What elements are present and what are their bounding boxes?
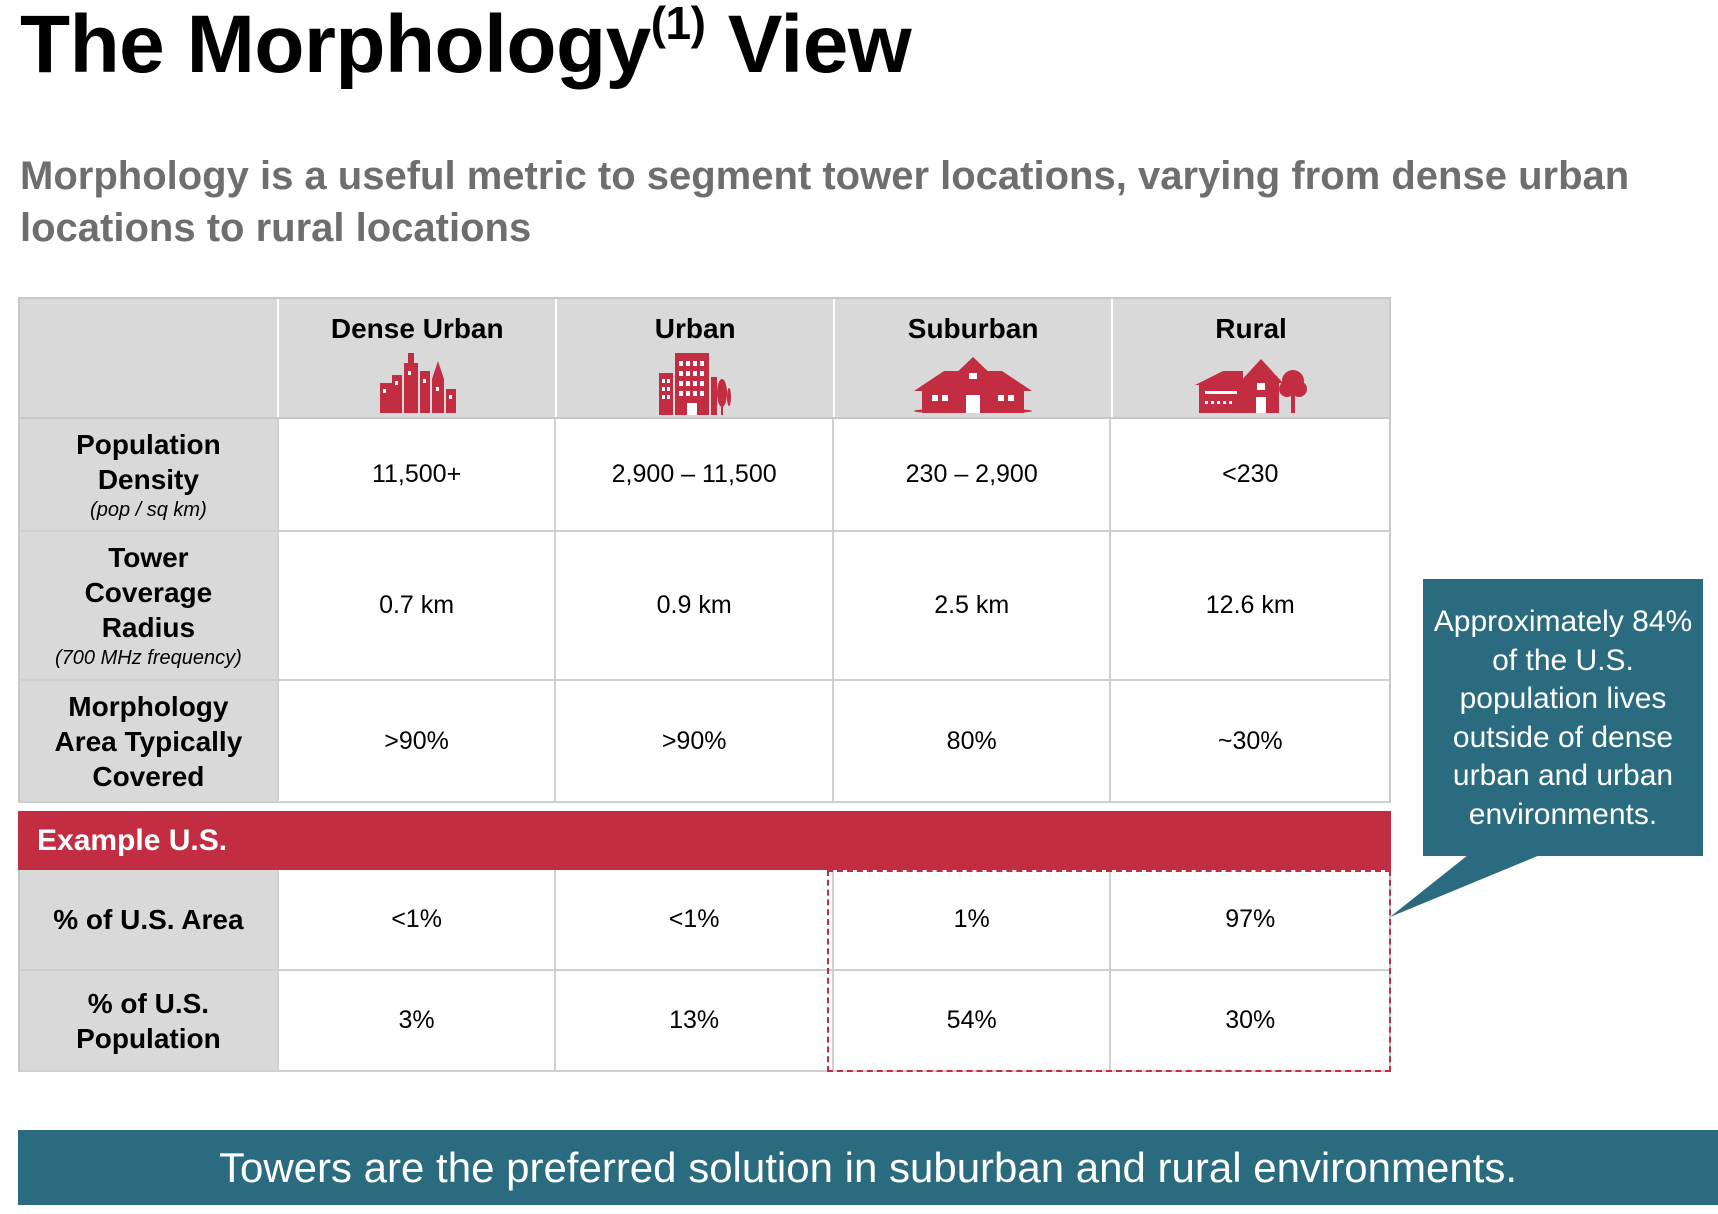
table-cell: ~30% <box>1217 726 1283 755</box>
row-label <box>20 971 279 1070</box>
table-cell: 30% <box>1225 1006 1276 1034</box>
row-label-note: (pop / sq km) <box>90 498 207 521</box>
table-cell: 11,500+ <box>279 419 557 530</box>
column-label: Suburban <box>907 313 1039 344</box>
table-header <box>18 297 1391 419</box>
table-cell: >90% <box>556 681 834 801</box>
table-row <box>18 532 1391 681</box>
table-cell: <230 <box>1222 460 1279 488</box>
table-cell: 1% <box>834 870 1112 969</box>
table-cell: 3% <box>279 971 557 1070</box>
table-row <box>18 681 1391 803</box>
callout-box: Approximately 84% of the U.S. population lives outside of dense urban and urban environments. <box>1423 579 1703 856</box>
subtitle-line-2: locations to rural locations <box>20 206 532 250</box>
callout-tail <box>1390 855 1540 920</box>
table-cell: 0.9 km <box>556 532 834 679</box>
table-cell: >90% <box>279 681 557 801</box>
suburban-house-icon <box>914 353 1032 413</box>
table-row <box>18 870 1391 971</box>
table-row <box>18 419 1391 532</box>
morphology-table <box>18 297 1391 803</box>
row-label-note: (700 MHz frequency) <box>55 647 242 669</box>
table-cell: 54% <box>834 971 1112 1070</box>
table-cell: 12.6 km <box>1205 591 1295 619</box>
footnote-marker: (1) <box>650 0 706 49</box>
column-label: Dense Urban <box>330 313 504 344</box>
subtitle-line-1: Morphology is a useful metric to segment tower locations, varying from dense urban <box>20 154 1630 198</box>
urban-building-icon <box>659 353 731 415</box>
row-label-text: % of U.S. Population <box>76 987 221 1054</box>
conclusion-banner: Towers are the preferred solution in suburban and rural environments. <box>18 1130 1718 1205</box>
page-title: The Morphology$^{(1)}$ View <box>20 4 911 86</box>
subtitle <box>20 150 1718 254</box>
dense-urban-skyline-icon <box>378 353 456 413</box>
column-urban <box>557 299 835 417</box>
column-rural <box>1113 299 1389 417</box>
column-label: Rural <box>1215 313 1287 344</box>
table-row <box>18 971 1391 1072</box>
table-cell: <1% <box>279 870 557 969</box>
row-label-text: Tower Coverage Radius <box>84 542 213 643</box>
table-cell: 2,900 – 11,500 <box>556 419 834 530</box>
row-label <box>20 532 279 679</box>
example-us-header: Example U.S. <box>18 811 1391 870</box>
row-label-text: Morphology Area Typically Covered <box>54 690 243 792</box>
table-cell: 0.7 km <box>279 532 557 679</box>
column-dense-urban <box>279 299 557 417</box>
rural-farmhouse-icon <box>1195 353 1307 413</box>
row-label-text: % of U.S. Area <box>53 904 244 935</box>
header-corner <box>20 299 279 417</box>
table-cell: 80% <box>834 681 1112 801</box>
example-table <box>18 870 1391 1072</box>
row-label <box>20 870 279 969</box>
row-label-text: Population Density <box>76 428 221 495</box>
column-label: Urban <box>654 313 736 344</box>
column-suburban <box>835 299 1113 417</box>
table-cell: <1% <box>556 870 834 969</box>
table-cell: 2.5 km <box>834 532 1112 679</box>
row-label <box>20 419 279 530</box>
table-cell: 13% <box>556 971 834 1070</box>
table-cell: 230 – 2,900 <box>834 419 1112 530</box>
table-cell: 97% <box>1225 905 1276 933</box>
row-label <box>20 681 279 801</box>
